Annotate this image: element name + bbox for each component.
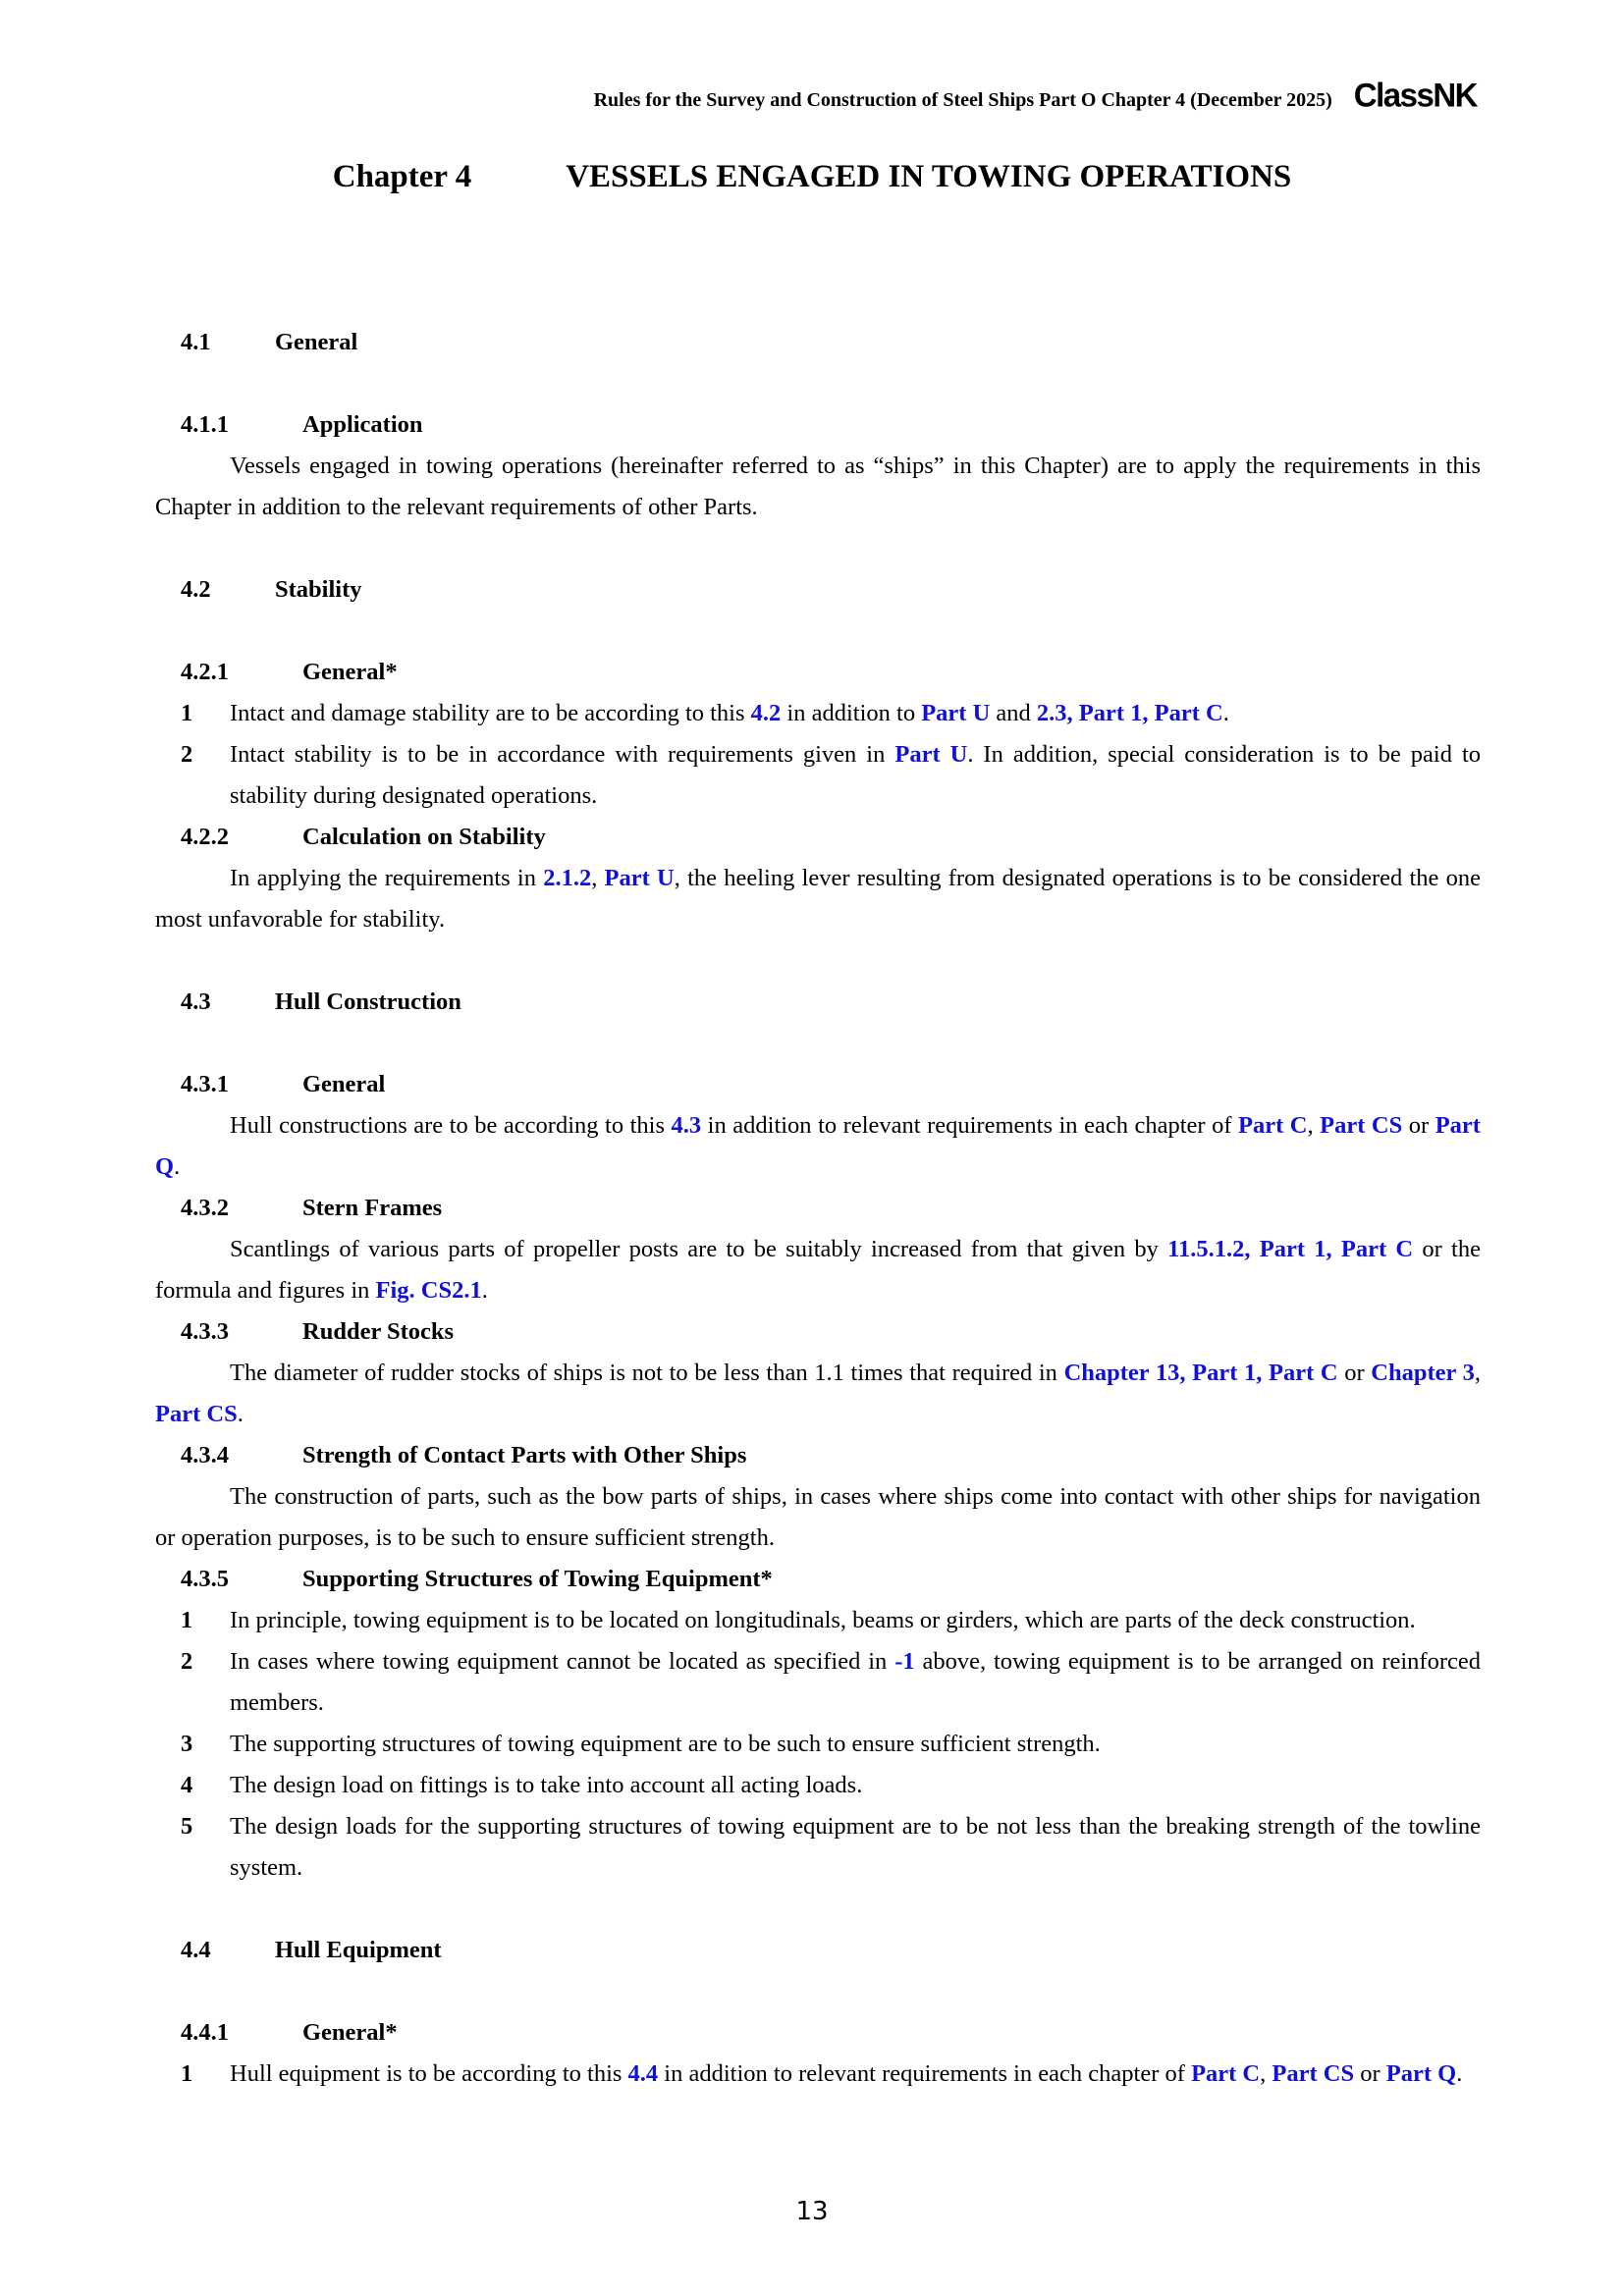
cross-reference-link[interactable]: Part CS — [1272, 2060, 1355, 2087]
cross-reference-link[interactable]: -1 — [894, 1648, 915, 1675]
paragraph-4-3-5-4: 4 The design load on fittings is to take into account all acting loads. — [181, 1772, 863, 1798]
section-4-1-1-text: Vessels engaged in towing operations (hereinafter referred to as “ships” in this Chapter) are to apply the requirements in this Chapter in addition to the relevant requirements of other Parts. — [155, 453, 1481, 520]
section-4-3-1-text: Hull constructions are to be according to this 4.3 in addition to relevant requirements in each chapter of Part C, Part CS or Part Q. — [155, 1112, 1481, 1180]
chapter-title: VESSELS ENGAGED IN TOWING OPERATIONS — [566, 159, 1292, 194]
cross-reference-link[interactable]: 2.1.2 — [543, 865, 592, 891]
section-4-3-2-text: Scantlings of various parts of propeller posts are to be suitably increased from that given by 11.5.1.2, Part 1, Part C or the formula and figures in Fig. CS2.1. — [155, 1236, 1481, 1304]
section-4-2-1-heading: 4.2.1 General* — [181, 659, 398, 685]
section-4-2-2-heading: 4.2.2 Calculation on Stability — [181, 824, 546, 850]
paragraph-4-3-5-2: 2 In cases where towing equipment cannot be located as specified in -1 above, towing equipment is to be arranged on reinforced members. — [181, 1648, 1482, 1716]
section-4-3-5-heading: 4.3.5 Supporting Structures of Towing Equipment* — [181, 1566, 773, 1592]
cross-reference-link[interactable]: 11.5.1.2, Part 1, Part C — [1167, 1236, 1414, 1262]
section-4-2-2-text: In applying the requirements in 2.1.2, Part U, the heeling lever resulting from designated operations is to be considered the one most unfavorable for stability. — [155, 865, 1482, 933]
cross-reference-link[interactable]: Part Q — [1385, 2060, 1457, 2087]
section-4-3-3-heading: 4.3.3 Rudder Stocks — [181, 1318, 455, 1345]
section-4-1-heading: 4.1 General — [181, 329, 358, 355]
section-4-3-2-heading: 4.3.2 Stern Frames — [181, 1195, 443, 1221]
classnk-logo: ClassNK — [1353, 76, 1477, 114]
paragraph-4-3-5-1: 1 In principle, towing equipment is to be located on longitudinals, beams or girders, which are parts of the deck construction. — [181, 1607, 1416, 1633]
cross-reference-link[interactable]: Fig. CS2.1 — [375, 1277, 482, 1304]
paragraph-4-2-1-2: 2 Intact stability is to be in accordance with requirements given in Part U. In addition, special consideration is to be paid to stability during designated operations. — [181, 741, 1482, 809]
cross-reference-link[interactable]: Part U — [921, 700, 991, 726]
cross-reference-link[interactable]: Part Q — [155, 1112, 1481, 1180]
chapter-number: Chapter 4 — [332, 159, 472, 194]
running-header — [594, 77, 1477, 114]
section-4-3-3-text: The diameter of rudder stocks of ships is not to be less than 1.1 times that required in Chapter 13, Part 1, Part C or Chapter 3, Part CS. — [155, 1360, 1481, 1427]
section-4-2-heading: 4.2 Stability — [181, 576, 362, 603]
cross-reference-link[interactable]: Part U — [604, 865, 675, 891]
cross-reference-link[interactable]: Part U — [894, 741, 968, 768]
section-4-3-4-heading: 4.3.4 Strength of Contact Parts with Other Ships — [181, 1442, 747, 1468]
paragraph-4-4-1-1: 1 Hull equipment is to be according to this 4.4 in addition to relevant requirements in each chapter of Part C, Part CS or Part Q. — [181, 2060, 1463, 2087]
cross-reference-link[interactable]: Chapter 3 — [1371, 1360, 1475, 1386]
cross-reference-link[interactable]: 4.2 — [750, 700, 782, 726]
section-4-3-4-text: The construction of parts, such as the bow parts of ships, in cases where ships come into contact with other ships for navigation or operation purposes, is to be such to ensure sufficient strength. — [155, 1483, 1481, 1551]
header-title: Rules for the Survey and Construction of Steel Ships Part O Chapter 4 (December 2025) — [593, 89, 1332, 111]
chapter-heading — [0, 159, 1624, 195]
section-4-3-heading: 4.3 Hull Construction — [181, 988, 461, 1015]
section-4-3-1-heading: 4.3.1 General — [181, 1071, 386, 1097]
document-body — [155, 322, 1481, 2095]
cross-reference-link[interactable]: Part CS — [155, 1401, 238, 1427]
cross-reference-link[interactable]: 4.4 — [627, 2060, 659, 2087]
paragraph-4-3-5-5: 5 The design loads for the supporting structures of towing equipment are to be not less than the breaking strength of the towline system. — [181, 1813, 1481, 1881]
cross-reference-link[interactable]: 2.3, Part 1, Part C — [1036, 700, 1223, 726]
paragraph-4-2-1-1: 1 Intact and damage stability are to be according to this 4.2 in addition to Part U and 2.3, Part 1, Part C. — [181, 700, 1229, 726]
cross-reference-link[interactable]: 4.3 — [671, 1112, 702, 1139]
cross-reference-link[interactable]: Chapter 13, Part 1, Part C — [1063, 1360, 1338, 1386]
section-4-4-1-heading: 4.4.1 General* — [181, 2019, 398, 2046]
section-4-4-heading: 4.4 Hull Equipment — [181, 1937, 442, 1963]
cross-reference-link[interactable]: Part CS — [1320, 1112, 1403, 1139]
paragraph-4-3-5-3: 3 The supporting structures of towing equipment are to be such to ensure sufficient strength. — [181, 1731, 1101, 1757]
cross-reference-link[interactable]: Part C — [1238, 1112, 1308, 1139]
cross-reference-link[interactable]: Part C — [1191, 2060, 1261, 2087]
section-4-1-1-heading: 4.1.1 Application — [181, 411, 423, 438]
page-number: 13 — [795, 2197, 829, 2226]
